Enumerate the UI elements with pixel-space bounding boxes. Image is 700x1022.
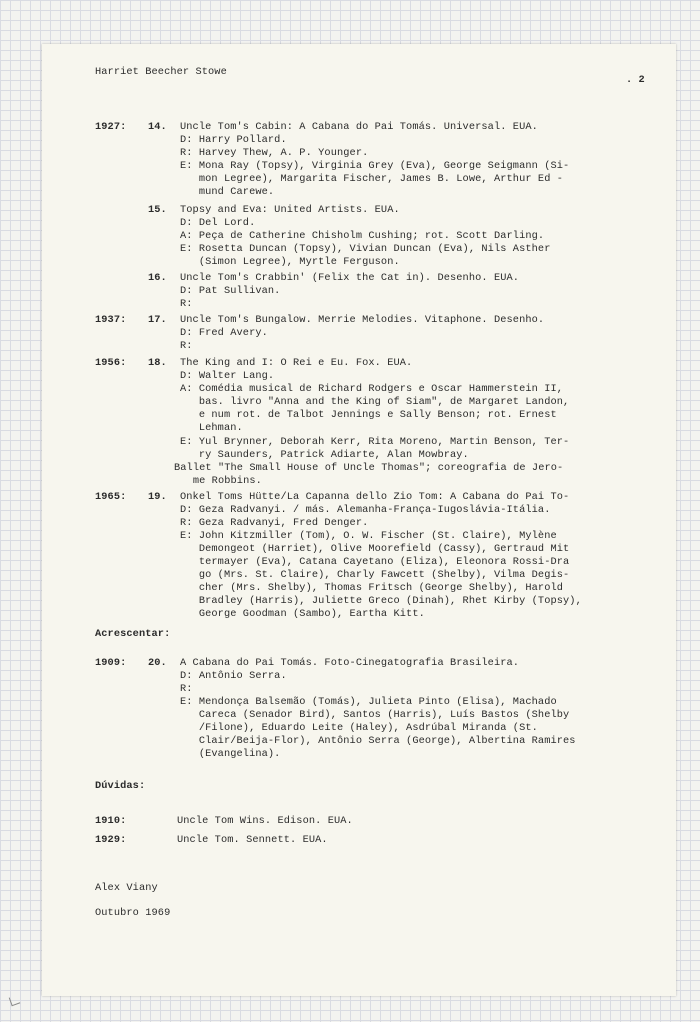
doubt-text: Uncle Tom. Sennett. EUA.	[177, 834, 328, 846]
doubts-heading: Dúvidas:	[95, 780, 146, 792]
entry-line: mund Carewe.	[180, 186, 275, 198]
entry-line: e num rot. de Talbot Jennings e Sally Benson; rot. Ernest	[180, 409, 557, 421]
doubt-year: 1910:	[95, 815, 127, 827]
entry-line: Uncle Tom's Crabbin' (Felix the Cat in). Desenho. EUA.	[180, 272, 520, 284]
entry-number: 16.	[148, 272, 167, 284]
entry-number: 15.	[148, 204, 167, 216]
entry-line: D: Pat Sullivan.	[180, 285, 281, 297]
entry-line: mon Legree), Margarita Fischer, James B. Lowe, Arthur Ed -	[180, 173, 564, 185]
doubt-year: 1929:	[95, 834, 127, 846]
entry-number: 19.	[148, 491, 167, 503]
entry-line: Demongeot (Harriet), Olive Moorefield (Cassy), Gertraud Mit	[180, 543, 570, 555]
entry-line: R:	[180, 298, 193, 310]
doubt-text: Uncle Tom Wins. Edison. EUA.	[177, 815, 353, 827]
entry-line: A: Peça de Catherine Chisholm Cushing; rot. Scott Darling.	[180, 230, 545, 242]
entry-line: D: Walter Lang.	[180, 370, 275, 382]
entry-line: The King and I: O Rei e Eu. Fox. EUA.	[180, 357, 413, 369]
entry-line: Uncle Tom's Cabin: A Cabana do Pai Tomás. Universal. EUA.	[180, 121, 538, 133]
entry-line: Bradley (Harris), Juliette Greco (Dinah), Rhet Kirby (Topsy),	[180, 595, 582, 607]
entry-line: A: Comédia musical de Richard Rodgers e Oscar Hammerstein II,	[180, 383, 564, 395]
entry-line: Lehman.	[180, 422, 243, 434]
entry-line: D: Geza Radvanyi. / más. Alemanha-França-Iugoslávia-Itália.	[180, 504, 551, 516]
entry-line: George Goodman (Sambo), Eartha Kitt.	[180, 608, 425, 620]
entry-line: D: Fred Avery.	[180, 327, 268, 339]
entry-year: 1909:	[95, 657, 127, 669]
entry-line: R: Harvey Thew, A. P. Younger.	[180, 147, 369, 159]
entry-line: E: Yul Brynner, Deborah Kerr, Rita Moreno, Martin Benson, Ter-	[180, 436, 570, 448]
entry-line: R:	[180, 683, 193, 695]
entry-line: D: Antônio Serra.	[180, 670, 287, 682]
entry-line: Topsy and Eva: United Artists. EUA.	[180, 204, 400, 216]
entry-number: 18.	[148, 357, 167, 369]
entry-line: termayer (Eva), Catana Cayetano (Eliza), Eleonora Rossi-Dra	[180, 556, 570, 568]
entry-year: 1937:	[95, 314, 127, 326]
entry-line: me Robbins.	[174, 475, 262, 487]
entry-line: Uncle Tom's Bungalow. Merrie Melodies. Vitaphone. Desenho.	[180, 314, 545, 326]
entry-line: cher (Mrs. Shelby), Thomas Fritsch (George Shelby), Harold	[180, 582, 564, 594]
entry-line: bas. livro "Anna and the King of Siam", de Margaret Landon,	[180, 396, 570, 408]
author-header: Harriet Beecher Stowe	[95, 66, 227, 78]
entry-line: E: John Kitzmiller (Tom), O. W. Fischer (St. Claire), Mylène	[180, 530, 557, 542]
signature-date: Outubro 1969	[95, 907, 171, 919]
entry-line: E: Rosetta Duncan (Topsy), Vivian Duncan (Eva), Nils Asther	[180, 243, 551, 255]
entry-line: Onkel Toms Hütte/La Capanna dello Zio Tom: A Cabana do Pai To-	[180, 491, 570, 503]
entry-line: Clair/Beija-Flor), Antônio Serra (George), Albertina Ramires	[180, 735, 576, 747]
entry-line: E: Mona Ray (Topsy), Virginia Grey (Eva), George Seigmann (Si-	[180, 160, 570, 172]
signature-name: Alex Viany	[95, 882, 158, 894]
entry-line: D: Del Lord.	[180, 217, 256, 229]
page-number: . 2	[626, 74, 645, 86]
additions-heading: Acrescentar:	[95, 628, 171, 640]
entry-line: Careca (Senador Bird), Santos (Harris), Luís Bastos (Shelby	[180, 709, 570, 721]
entry-year: 1956:	[95, 357, 127, 369]
entry-line: go (Mrs. St. Claire), Charly Fawcett (Shelby), Vilma Degis-	[180, 569, 570, 581]
entry-line: ry Saunders, Patrick Adiarte, Alan Mowbray.	[180, 449, 469, 461]
entry-line: E: Mendonça Balsemão (Tomás), Julieta Pinto (Elisa), Machado	[180, 696, 557, 708]
entry-number: 14.	[148, 121, 167, 133]
entry-line: (Evangelina).	[180, 748, 281, 760]
entry-number: 20.	[148, 657, 167, 669]
entry-line: Ballet "The Small House of Uncle Thomas"; coreografia de Jero-	[174, 462, 564, 474]
entry-line: R:	[180, 340, 193, 352]
entry-year: 1927:	[95, 121, 127, 133]
entry-line: D: Harry Pollard.	[180, 134, 287, 146]
entry-line: R: Geza Radvanyi, Fred Denger.	[180, 517, 369, 529]
entry-year: 1965:	[95, 491, 127, 503]
entry-line: A Cabana do Pai Tomás. Foto-Cinegatografia Brasileira.	[180, 657, 520, 669]
entry-line: (Simon Legree), Myrtle Ferguson.	[180, 256, 400, 268]
entry-line: /Filone), Eduardo Leite (Haley), Asdrúbal Miranda (St.	[180, 722, 538, 734]
typewritten-page	[42, 44, 676, 996]
entry-number: 17.	[148, 314, 167, 326]
corner-mark	[9, 995, 21, 1007]
